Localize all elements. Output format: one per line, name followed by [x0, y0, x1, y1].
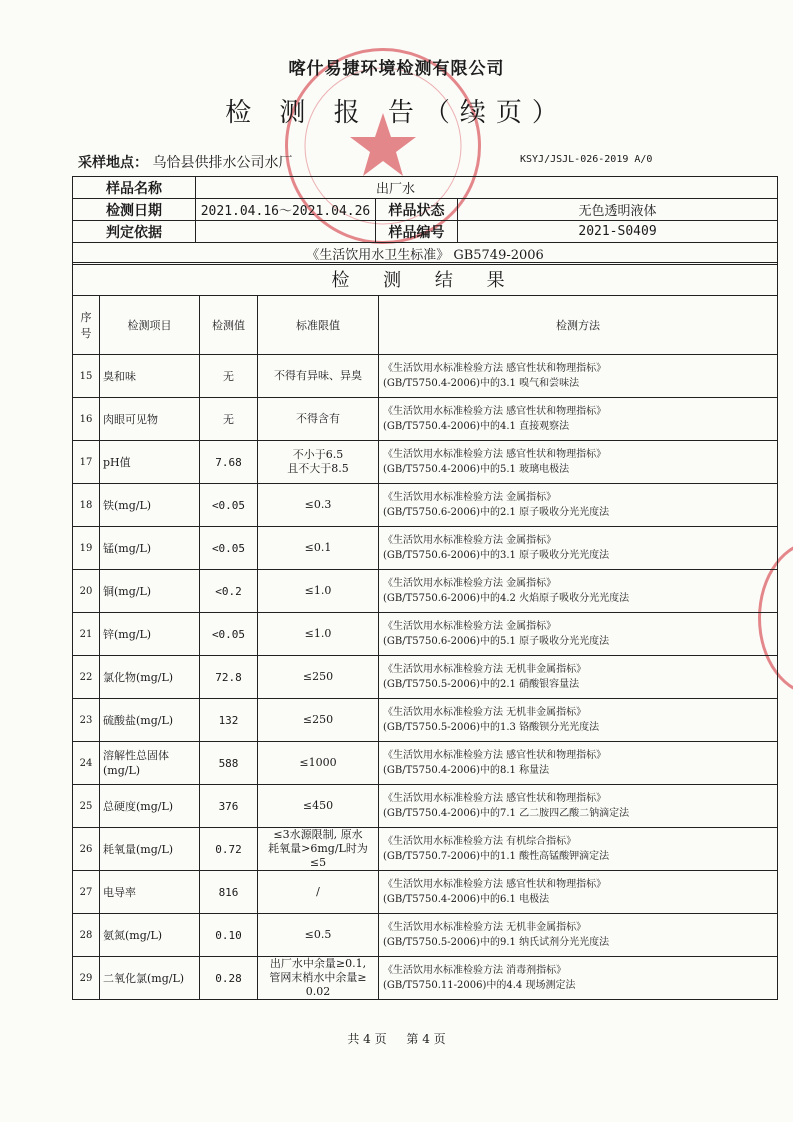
- standard-limit-line: ≤250: [302, 670, 334, 683]
- test-value: 0.10: [200, 914, 258, 957]
- table-row: [73, 570, 778, 613]
- standard-limit: [258, 484, 379, 527]
- table-row: [73, 871, 778, 914]
- test-item-line: 硫酸盐(mg/L): [103, 713, 174, 727]
- row-number: 18: [73, 484, 100, 527]
- test-method: [379, 484, 778, 527]
- standard-limit: [258, 398, 379, 441]
- sample-name-value: 出厂水: [196, 177, 778, 199]
- test-item: [100, 914, 200, 957]
- basis-empty-cell: [196, 221, 376, 243]
- sample-name-label: 样品名称: [73, 177, 196, 199]
- test-method: [379, 957, 778, 1000]
- test-method-line: 《生活饮用水标准检验方法 无机非金属指标》: [383, 922, 587, 933]
- standard-limit-line: ≤3水源限制, 原水: [273, 828, 363, 841]
- test-method-line: 《生活饮用水标准检验方法 消毒剂指标》: [383, 965, 567, 976]
- standard-limit: [258, 828, 379, 871]
- test-method: [379, 742, 778, 785]
- test-item-line: 锰(mg/L): [103, 541, 152, 555]
- standard-limit: [258, 613, 379, 656]
- standard-limit: [258, 355, 379, 398]
- test-item-line: 臭和味: [103, 369, 136, 383]
- test-method-line: (GB/T5750.6-2006)中的5.1 原子吸收分光光度法: [383, 636, 610, 647]
- header-value: 检测值: [200, 296, 258, 355]
- results-table: [72, 262, 778, 1000]
- table-row: [73, 355, 778, 398]
- test-method-line: (GB/T5750.6-2006)中的4.2 火焰原子吸收分光光度法: [383, 593, 630, 604]
- standard-limit-line: ≤250: [302, 713, 334, 726]
- test-method-line: (GB/T5750.5-2006)中的9.1 纳氏试剂分光光度法: [383, 937, 610, 948]
- row-number: 28: [73, 914, 100, 957]
- row-number: 26: [73, 828, 100, 871]
- test-item-line: pH值: [103, 455, 131, 469]
- test-method-line: 《生活饮用水标准检验方法 金属指标》: [383, 535, 557, 546]
- info-row-sample-name: [73, 177, 778, 199]
- test-method-line: (GB/T5750.4-2006)中的7.1 乙二胺四乙酸二钠滴定法: [383, 808, 630, 819]
- test-method: [379, 441, 778, 484]
- row-number: 24: [73, 742, 100, 785]
- test-value: 816: [200, 871, 258, 914]
- sample-state-label: 样品状态: [376, 199, 458, 221]
- test-item: [100, 570, 200, 613]
- test-date-label: 检测日期: [73, 199, 196, 221]
- test-method-line: (GB/T5750.4-2006)中的3.1 嗅气和尝味法: [383, 378, 580, 389]
- test-method-line: 《生活饮用水标准检验方法 无机非金属指标》: [383, 707, 587, 718]
- standard-limit-line: 出厂水中余量≥0.1,: [269, 957, 367, 970]
- standard-limit-line: ≤450: [302, 799, 334, 812]
- test-value: 无: [200, 355, 258, 398]
- test-value: 376: [200, 785, 258, 828]
- table-row: [73, 527, 778, 570]
- test-method-line: 《生活饮用水标准检验方法 感官性状和物理指标》: [383, 406, 607, 417]
- test-date-value: 2021.04.16～2021.04.26: [196, 199, 376, 221]
- standard-limit-line: ≤1000: [299, 756, 337, 769]
- test-method-line: (GB/T5750.4-2006)中的4.1 直接观察法: [383, 421, 570, 432]
- test-method-line: (GB/T5750.6-2006)中的3.1 原子吸收分光光度法: [383, 550, 610, 561]
- test-value: <0.05: [200, 613, 258, 656]
- test-method-line: (GB/T5750.4-2006)中的8.1 称量法: [383, 765, 550, 776]
- test-item: [100, 613, 200, 656]
- test-item-line: 铁(mg/L): [103, 498, 152, 512]
- row-number: 19: [73, 527, 100, 570]
- standard-limit: [258, 785, 379, 828]
- test-method-line: (GB/T5750.6-2006)中的2.1 原子吸收分光光度法: [383, 507, 610, 518]
- standard-limit-line: 不得含有: [296, 412, 340, 425]
- row-number: 21: [73, 613, 100, 656]
- table-row: [73, 957, 778, 1000]
- test-value: 无: [200, 398, 258, 441]
- header-limit: 标准限值: [258, 296, 379, 355]
- standard-limit: [258, 914, 379, 957]
- test-item-line: 溶解性总固体: [103, 749, 169, 762]
- standard-limit: [258, 527, 379, 570]
- table-row: [73, 398, 778, 441]
- test-method-line: 《生活饮用水标准检验方法 金属指标》: [383, 621, 557, 632]
- test-item: [100, 527, 200, 570]
- test-value: 0.28: [200, 957, 258, 1000]
- row-number: 29: [73, 957, 100, 1000]
- test-method: [379, 570, 778, 613]
- test-item: [100, 957, 200, 1000]
- standard-limit-line: /: [316, 885, 320, 898]
- row-number: 25: [73, 785, 100, 828]
- test-item: [100, 484, 200, 527]
- sample-no-value: 2021-S0409: [458, 221, 778, 243]
- results-title-row: [73, 263, 778, 296]
- test-method: [379, 785, 778, 828]
- test-value: 7.68: [200, 441, 258, 484]
- header-no: 序号: [73, 296, 100, 355]
- test-value: <0.2: [200, 570, 258, 613]
- row-number: 20: [73, 570, 100, 613]
- test-method: [379, 613, 778, 656]
- table-row: [73, 699, 778, 742]
- test-value: <0.05: [200, 527, 258, 570]
- test-item: [100, 441, 200, 484]
- test-item: [100, 828, 200, 871]
- test-item: [100, 699, 200, 742]
- table-row: [73, 441, 778, 484]
- test-item: [100, 742, 200, 785]
- page-current: 第 4 页: [406, 1032, 446, 1046]
- test-item: [100, 398, 200, 441]
- table-row: [73, 828, 778, 871]
- report-title: 检 测 报 告（续页）: [225, 98, 568, 128]
- test-method-line: (GB/T5750.5-2006)中的2.1 硝酸银容量法: [383, 679, 580, 690]
- standard-limit-line: 不小于6.5: [292, 448, 344, 461]
- standard-limit-line: 0.02: [305, 985, 331, 998]
- info-row-basis: [73, 221, 778, 243]
- test-method-line: 《生活饮用水标准检验方法 金属指标》: [383, 492, 557, 503]
- standard-limit-line: 且不大于8.5: [287, 462, 349, 475]
- sampling-site-value: 乌恰县供排水公司水厂: [152, 155, 293, 171]
- standard-limit: [258, 742, 379, 785]
- test-item-line: 二氧化氯(mg/L): [103, 971, 185, 985]
- row-number: 23: [73, 699, 100, 742]
- test-method-line: 《生活饮用水标准检验方法 感官性状和物理指标》: [383, 879, 607, 890]
- test-method: [379, 828, 778, 871]
- standard-limit: [258, 441, 379, 484]
- test-method-line: 《生活饮用水标准检验方法 感官性状和物理指标》: [383, 449, 607, 460]
- row-number: 17: [73, 441, 100, 484]
- test-method-line: 《生活饮用水标准检验方法 金属指标》: [383, 578, 557, 589]
- test-item-line: 锌(mg/L): [103, 627, 152, 641]
- table-row: [73, 613, 778, 656]
- standard-limit-line: ≤0.5: [304, 928, 332, 941]
- sample-info-table: [72, 176, 778, 265]
- test-item-line: 氨氮(mg/L): [103, 928, 163, 942]
- test-method: [379, 914, 778, 957]
- standard-limit: [258, 570, 379, 613]
- document-code: KSYJ/JSJL-026-2019 A/0: [520, 154, 653, 165]
- standard-limit-line: ≤0.1: [304, 541, 332, 554]
- table-row: [73, 742, 778, 785]
- test-method-line: (GB/T5750.11-2006)中的4.4 现场测定法: [383, 980, 576, 991]
- header-method: 检测方法: [379, 296, 778, 355]
- test-item-line: 铜(mg/L): [103, 584, 152, 598]
- test-item: [100, 656, 200, 699]
- row-number: 22: [73, 656, 100, 699]
- test-item-line: 电导率: [103, 885, 136, 899]
- standard-limit-line: 不得有异味、异臭: [274, 369, 362, 382]
- sampling-site-label: 采样地点：: [78, 155, 148, 171]
- standard-limit-line: ≤0.3: [304, 498, 332, 511]
- page-footer: [0, 1030, 793, 1047]
- test-method: [379, 355, 778, 398]
- test-item-line: 肉眼可见物: [103, 412, 158, 426]
- company-name: 喀什易捷环境检测有限公司: [288, 59, 505, 79]
- test-method-line: 《生活饮用水标准检验方法 感官性状和物理指标》: [383, 750, 607, 761]
- table-row: [73, 656, 778, 699]
- page-total: 共 4 页: [347, 1032, 387, 1046]
- test-value: 588: [200, 742, 258, 785]
- test-item: [100, 871, 200, 914]
- standard-limit-line: ≤1.0: [304, 584, 332, 597]
- row-number: 16: [73, 398, 100, 441]
- test-method-line: (GB/T5750.4-2006)中的5.1 玻璃电极法: [383, 464, 570, 475]
- test-method: [379, 699, 778, 742]
- test-item-line: 总硬度(mg/L): [103, 799, 174, 813]
- test-method: [379, 398, 778, 441]
- row-number: 15: [73, 355, 100, 398]
- test-item-line: 耗氧量(mg/L): [103, 842, 174, 856]
- sample-no-label: 样品编号: [376, 221, 458, 243]
- test-method-line: 《生活饮用水标准检验方法 感官性状和物理指标》: [383, 363, 607, 374]
- table-row: [73, 484, 778, 527]
- standard-value: 《生活饮用水卫生标准》 GB5749-2006: [73, 243, 778, 265]
- sample-state-value: 无色透明液体: [458, 199, 778, 221]
- table-row: [73, 914, 778, 957]
- header-item: 检测项目: [100, 296, 200, 355]
- table-row: [73, 785, 778, 828]
- results-title: 检 测 结 果: [73, 263, 778, 296]
- standard-limit: [258, 656, 379, 699]
- test-value: <0.05: [200, 484, 258, 527]
- test-item: [100, 785, 200, 828]
- test-method-line: 《生活饮用水标准检验方法 无机非金属指标》: [383, 664, 587, 675]
- test-item-line: (mg/L): [103, 764, 141, 777]
- test-method: [379, 871, 778, 914]
- test-value: 132: [200, 699, 258, 742]
- standard-limit-line: 耗氧量>6mg/L时为≤5: [268, 842, 368, 869]
- standard-limit-line: 管网末梢水中余量≥: [269, 971, 367, 984]
- standard-limit: [258, 699, 379, 742]
- test-item-line: 氯化物(mg/L): [103, 670, 174, 684]
- test-method-line: (GB/T5750.4-2006)中的6.1 电极法: [383, 894, 550, 905]
- test-value: 0.72: [200, 828, 258, 871]
- test-method-line: 《生活饮用水标准检验方法 感官性状和物理指标》: [383, 793, 607, 804]
- results-body: [73, 355, 778, 1000]
- test-method-line: (GB/T5750.7-2006)中的1.1 酸性高锰酸钾滴定法: [383, 851, 610, 862]
- test-method-line: 《生活饮用水标准检验方法 有机综合指标》: [383, 836, 577, 847]
- standard-limit: [258, 871, 379, 914]
- row-number: 27: [73, 871, 100, 914]
- info-row-test-date: [73, 199, 778, 221]
- test-method-line: (GB/T5750.5-2006)中的1.3 铬酸钡分光光度法: [383, 722, 600, 733]
- test-value: 72.8: [200, 656, 258, 699]
- standard-limit-line: ≤1.0: [304, 627, 332, 640]
- test-method: [379, 527, 778, 570]
- test-method: [379, 656, 778, 699]
- test-item: [100, 355, 200, 398]
- results-header-row: [73, 296, 778, 355]
- basis-label: 判定依据: [73, 221, 196, 243]
- standard-limit: [258, 957, 379, 1000]
